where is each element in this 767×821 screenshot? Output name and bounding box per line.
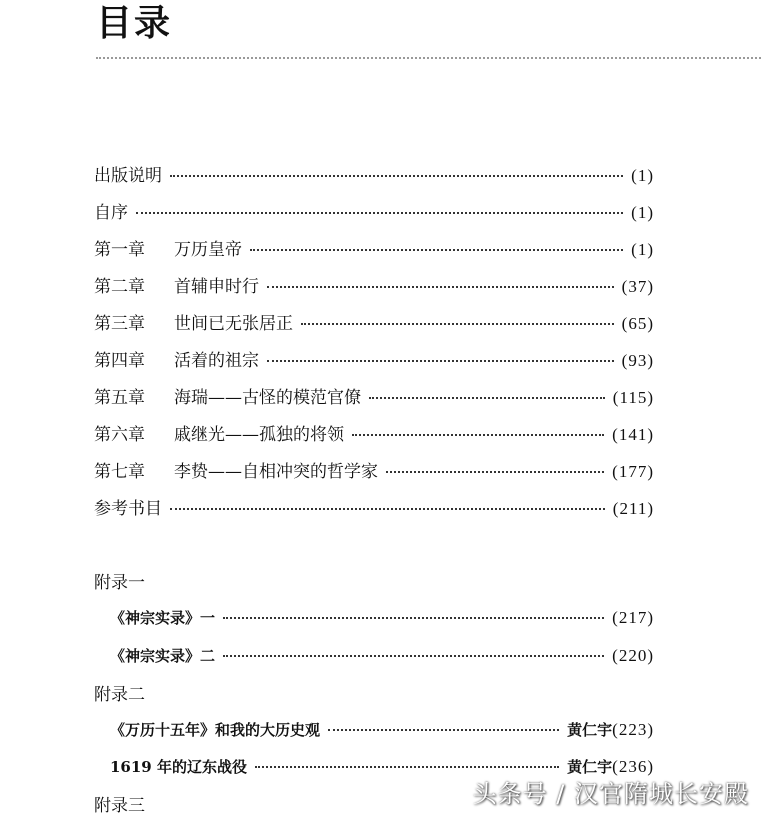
toc-row[interactable]	[94, 309, 654, 334]
toc-row[interactable]	[94, 346, 654, 371]
toc-row[interactable]	[94, 383, 654, 408]
toc-label: 世间已无张居正	[174, 314, 293, 334]
appendix-item-label: 1619 年的辽东战役	[110, 758, 247, 776]
toc-chapter-number: 第五章	[94, 388, 145, 408]
appendix-heading: 附录二	[94, 685, 145, 705]
appendix-item[interactable]	[110, 645, 654, 666]
toc-page: (211)	[612, 499, 654, 518]
dot-leader	[352, 434, 604, 436]
dot-leader	[267, 286, 614, 288]
appendix-item-label: 《神宗实录》二	[110, 647, 216, 665]
watermark: 头条号 / 汉官隋城长安殿	[472, 780, 749, 808]
toc-label: 参考书目	[94, 499, 162, 519]
toc-label: 首辅申时行	[174, 277, 259, 297]
toc-page: (1)	[631, 240, 654, 259]
dot-leader	[267, 360, 614, 362]
toc-page: (65)	[621, 314, 654, 333]
title-rule	[96, 57, 761, 59]
toc-page: (141)	[612, 425, 654, 444]
toc-label: 出版说明	[94, 166, 162, 186]
toc-page: (37)	[621, 277, 654, 296]
appendix-item-author: 黄仁宇	[567, 758, 613, 776]
toc-chapter-number: 第七章	[94, 462, 145, 482]
dot-leader	[250, 249, 623, 251]
appendix-heading: 附录一	[94, 573, 145, 593]
appendix-item-label: 《万历十五年》和我的大历史观	[110, 721, 321, 739]
toc-label: 戚继光——孤独的将领	[174, 425, 344, 445]
appendix-item-page: (220)	[612, 646, 654, 665]
toc-page: (115)	[612, 388, 654, 407]
dot-leader	[328, 729, 559, 731]
toc-row[interactable]	[94, 198, 654, 223]
dot-leader	[223, 655, 604, 657]
dot-leader	[136, 212, 623, 214]
appendix-item-label: 《神宗实录》一	[110, 609, 216, 627]
dot-leader	[301, 323, 614, 325]
appendix-heading: 附录三	[94, 796, 145, 816]
toc-label: 活着的祖宗	[174, 351, 259, 371]
toc-label: 自序	[94, 203, 128, 223]
toc-chapter-number: 第六章	[94, 425, 145, 445]
toc-chapter-number: 第二章	[94, 277, 145, 297]
toc-page: (177)	[612, 462, 654, 481]
dot-leader	[369, 397, 605, 399]
toc-chapter-number: 第四章	[94, 351, 145, 371]
toc-chapter-number: 第一章	[94, 240, 145, 260]
appendix-item[interactable]	[110, 719, 654, 740]
dot-leader	[170, 508, 605, 510]
toc-label: 海瑞——古怪的模范官僚	[174, 388, 361, 408]
dot-leader	[170, 175, 623, 177]
appendix-item-page: (217)	[612, 608, 654, 627]
dot-leader	[255, 766, 559, 768]
toc-page: (1)	[631, 166, 654, 185]
page-title: 目录	[96, 2, 173, 44]
toc-chapter-number: 第三章	[94, 314, 145, 334]
toc-row[interactable]	[94, 161, 654, 186]
dot-leader	[223, 617, 604, 619]
appendix-item[interactable]	[110, 607, 654, 628]
toc-page: (93)	[621, 351, 654, 370]
appendix-item-page: (223)	[612, 720, 654, 739]
dot-leader	[386, 471, 604, 473]
toc-row[interactable]	[94, 457, 654, 482]
toc-label: 万历皇帝	[174, 240, 242, 260]
appendix-item-author: 黄仁宇	[567, 721, 613, 739]
toc-row[interactable]	[94, 272, 654, 297]
toc-row[interactable]	[94, 420, 654, 445]
appendix-item-page: (236)	[612, 757, 654, 776]
toc-row[interactable]	[94, 494, 654, 519]
toc-row[interactable]	[94, 235, 654, 260]
toc-label: 李贽——自相冲突的哲学家	[174, 462, 378, 482]
toc-page: (1)	[631, 203, 654, 222]
